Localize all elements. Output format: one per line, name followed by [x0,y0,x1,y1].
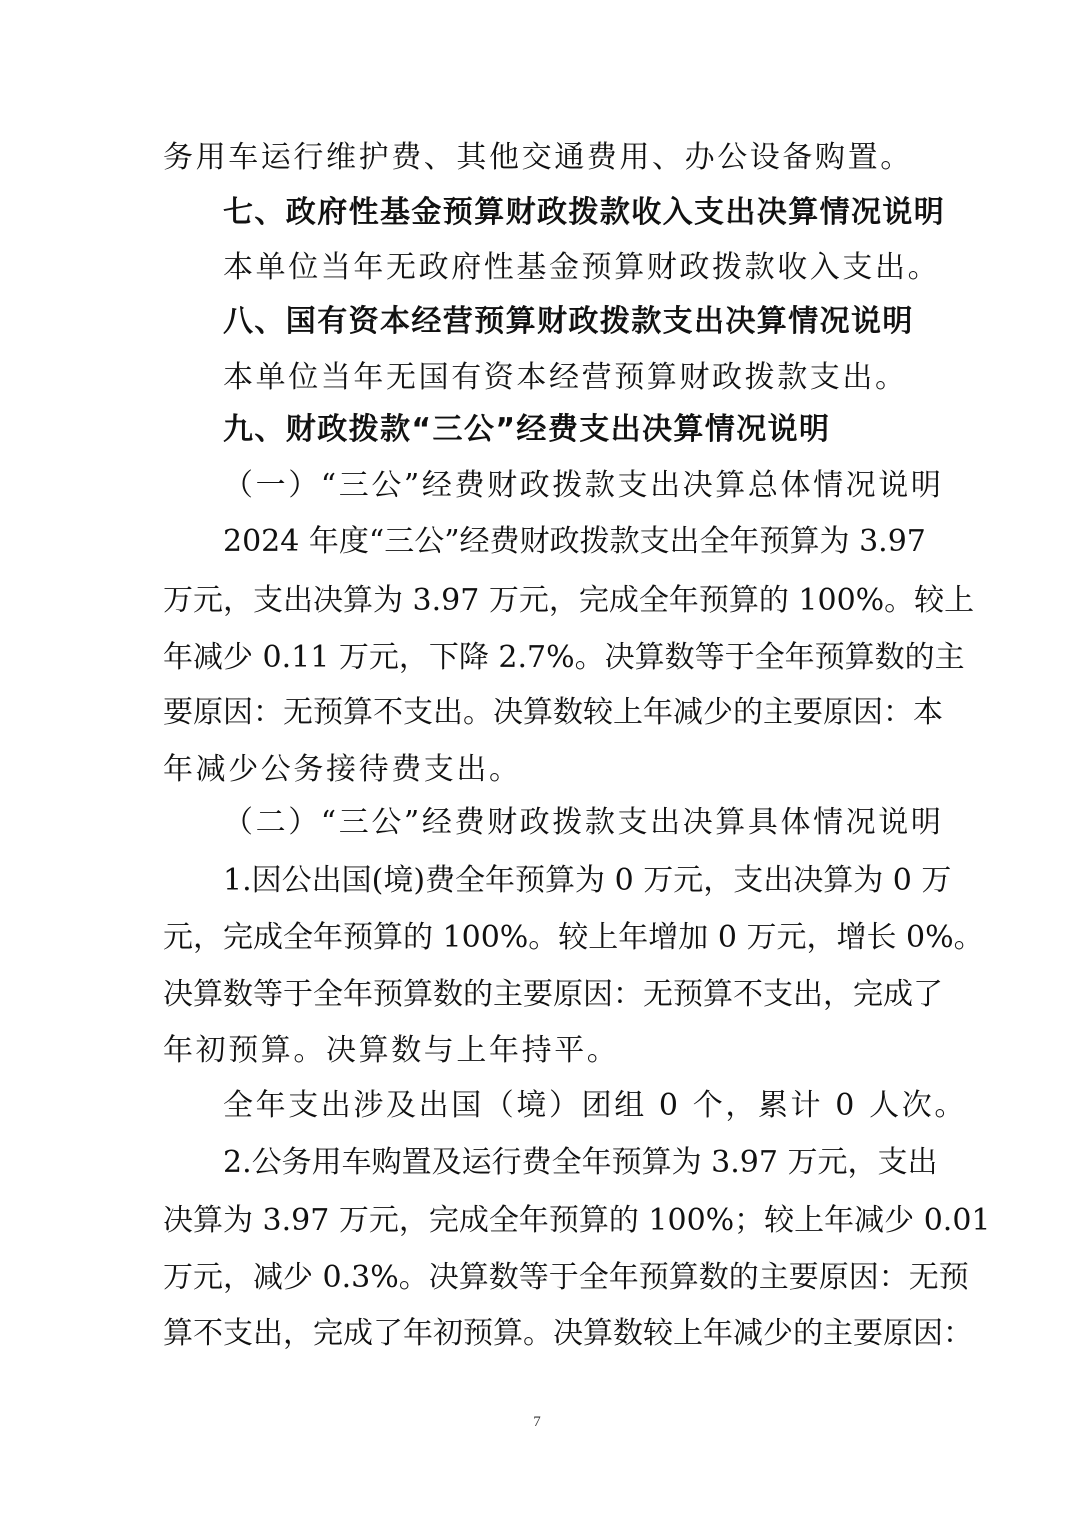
paragraph-line: 2024 年度“三公”经费财政拨款支出全年预算为 3.97 [223,524,926,559]
subsection-heading-2: （二）“三公”经费财政拨款支出决算具体情况说明 [223,805,944,840]
paragraph-line: 算不支出，完成了年初预算。决算数较上年减少的主要原因： [163,1316,973,1351]
paragraph-line: 本单位当年无国有资本经营预算财政拨款支出。 [223,360,908,395]
paragraph-line: 决算为 3.97 万元，完成全年预算的 100%；较上年减少 0.01 [163,1203,991,1238]
paragraph-line: 本单位当年无政府性基金预算财政拨款收入支出。 [223,250,941,285]
paragraph-line: 务用车运行维护费、其他交通费用、办公设备购置。 [163,140,913,175]
paragraph-line: 年减少公务接待费支出。 [163,752,522,787]
paragraph-line: 万元，支出决算为 3.97 万元，完成全年预算的 100%。较上 [163,583,975,618]
paragraph-line: 决算数等于全年预算数的主要原因：无预算不支出，完成了 [163,977,943,1012]
section-heading-9: 九、财政拨款“三公”经费支出决算情况说明 [223,412,831,447]
paragraph-line: 1.因公出国(境)费全年预算为 0 万元，支出决算为 0 万 [223,863,952,898]
paragraph-line: 2.公务用车购置及运行费全年预算为 3.97 万元，支出 [223,1145,938,1180]
paragraph-line: 要原因：无预算不支出。决算数较上年减少的主要原因：本 [163,695,943,730]
section-heading-8: 八、国有资本经营预算财政拨款支出决算情况说明 [223,304,914,339]
section-heading-7: 七、政府性基金预算财政拨款收入支出决算情况说明 [223,195,946,230]
subsection-heading-1: （一）“三公”经费财政拨款支出决算总体情况说明 [223,468,944,503]
paragraph-line: 年初预算。决算数与上年持平。 [163,1033,620,1068]
paragraph-line: 年减少 0.11 万元，下降 2.7%。决算数等于全年预算数的主 [163,640,965,675]
paragraph-line: 全年支出涉及出国（境）团组 0 个，累计 0 人次。 [223,1088,967,1123]
paragraph-line: 万元，减少 0.3%。决算数等于全年预算数的主要原因：无预 [163,1260,969,1295]
page-number: 7 [533,1414,541,1430]
paragraph-line: 元，完成全年预算的 100%。较上年增加 0 万元，增长 0%。 [163,920,984,955]
